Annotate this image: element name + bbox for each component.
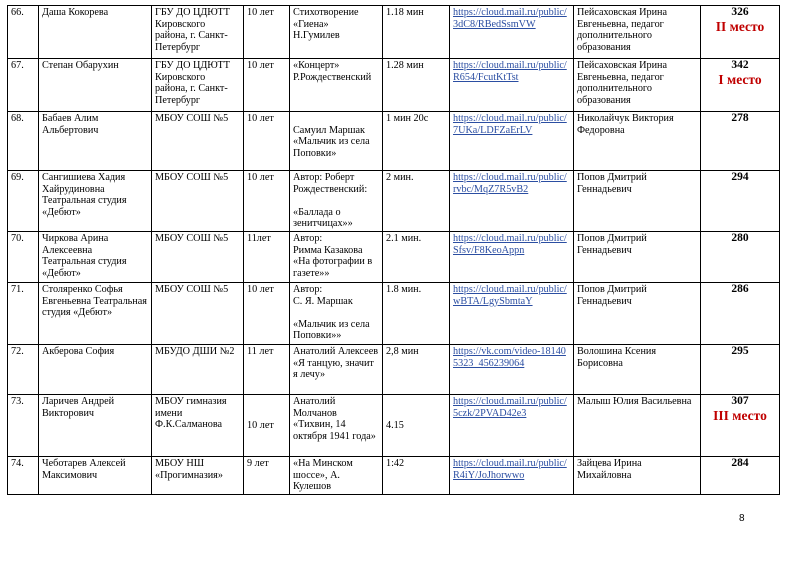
participant-name: Даша Кокорева [39,6,152,59]
teacher: Зайцева Ирина Михайловна [574,456,701,494]
work-title: Автор: С. Я. Маршак «Мальчик из села Поповки»» [290,282,383,344]
score: 294 [731,171,749,183]
age: 10 лет [244,282,290,344]
duration: 4.15 [383,394,450,456]
age: 10 лет [244,6,290,59]
work-title: Автор: Роберт Рождественский: «Баллада о зенитчицах»» [290,171,383,232]
teacher: Волошина Ксения Борисовна [574,344,701,394]
table-row [8,282,780,344]
table-row [8,231,780,282]
duration: 1:42 [383,456,450,494]
row-number: 71. [8,282,39,344]
duration: 1.8 мин. [383,282,450,344]
video-link[interactable]: https://cloud.mail.ru/public/Sfsv/F8KeoAppn [453,232,567,256]
participant-name: Чиркова Арина Алексеевна Театральная студия «Дебют» [39,231,152,282]
video-link[interactable]: https://cloud.mail.ru/public/rvbc/MqZ7R5vB2 [453,172,567,195]
participant-name: Ларичев Андрей Викторович [39,394,152,456]
row-number: 70. [8,231,39,282]
video-link[interactable]: https://cloud.mail.ru/public/5czk/2PVAD42e3 [453,395,567,419]
results-table [7,5,780,495]
teacher: Малыш Юлия Васильевна [574,394,701,456]
row-number: 72. [8,344,39,394]
age: 10 лет [244,112,290,171]
work-title: Самуил Маршак «Мальчик из села Поповки» [290,112,383,171]
duration: 2.1 мин. [383,231,450,282]
participant-name: Акберова София [39,344,152,394]
school: МБУДО ДШИ №2 [152,344,244,394]
table-row [8,456,780,494]
row-number: 69. [8,171,39,232]
score: 286 [731,282,749,295]
table-row [8,6,780,59]
work-title: Стихотворение «Гиена» Н.Гумилев [290,6,383,59]
work-title: Автор: Римма Казакова «На фотографии в газете»» [290,231,383,282]
school: МБОУ СОШ №5 [152,282,244,344]
age: 10 лет [244,394,290,456]
participant-name: Столяренко Софья Евгеньевна Театральная студия «Дебют» [39,282,152,344]
video-link[interactable]: https://cloud.mail.ru/public/R4iY/JoJhorwwo [453,457,567,481]
work-title: Анатолий Алексеев «Я танцую, значит я лечу» [290,344,383,394]
table-row [8,59,780,112]
place-award: II место [715,18,765,34]
age: 11лет [244,231,290,282]
duration: 2,8 мин [383,344,450,394]
table-row [8,171,780,232]
table-row [8,112,780,171]
teacher: Попов Дмитрий Геннадьевич [574,282,701,344]
work-title: «Концерт» Р.Рождественский [290,59,383,112]
row-number: 74. [8,456,39,494]
score: 326 [731,6,749,18]
teacher: Николайчук Виктория Федоровна [574,112,701,171]
score: 307 [731,394,749,407]
row-number: 66. [8,6,39,59]
school: МБОУ НШ «Прогимназия» [152,456,244,494]
school: ГБУ ДО ЦДЮТТ Кировского района, г. Санкт-Петербург [152,6,244,59]
teacher: Пейсаховская Ирина Евгеньевна, педагог дополнительного образования [574,59,701,112]
video-link[interactable]: https://vk.com/video-181405323_456239064 [453,345,566,369]
teacher: Пейсаховская Ирина Евгеньевна, педагог дополнительного образования [574,6,701,59]
score: 280 [731,231,749,244]
duration: 2 мин. [383,171,450,232]
video-link[interactable]: https://cloud.mail.ru/public/7UKa/LDFZaErLV [453,113,567,136]
age: 9 лет [244,456,290,494]
score: 295 [731,344,749,357]
participant-name: Бабаев Алим Альбертович [39,112,152,171]
participant-name: Степан Обарухин [39,59,152,112]
score: 278 [731,112,749,124]
table-row [8,344,780,394]
work-title: Анатолий Молчанов «Тихвин, 14 октября 1941 года» [290,394,383,456]
work-title: «На Минском шоссе», А. Кулешов [290,456,383,494]
score: 342 [731,59,749,71]
school: МБОУ СОШ №5 [152,231,244,282]
school: МБОУ гимназия имени Ф.К.Салманова [152,394,244,456]
teacher: Попов Дмитрий Геннадьевич [574,231,701,282]
participant-name: Чеботарев Алексей Максимович [39,456,152,494]
score: 284 [731,456,749,469]
duration: 1 мин 20с [383,112,450,171]
age: 10 лет [244,59,290,112]
page-number: 8 [739,513,745,524]
table-row [8,394,780,456]
place-award: III место [713,407,767,423]
video-link[interactable]: https://cloud.mail.ru/public/R654/FcutKtTst [453,60,567,83]
place-award: I место [718,71,762,87]
video-link[interactable]: https://cloud.mail.ru/public/wBTA/LgySbmtaY [453,283,567,307]
participant-name: Сангишиева Хадия Хайрудиновна Театральная студия «Дебют» [39,171,152,232]
school: МБОУ СОШ №5 [152,112,244,171]
duration: 1.28 мин [383,59,450,112]
age: 11 лет [244,344,290,394]
school: МБОУ СОШ №5 [152,171,244,232]
row-number: 68. [8,112,39,171]
age: 10 лет [244,171,290,232]
duration: 1.18 мин [383,6,450,59]
row-number: 67. [8,59,39,112]
row-number: 73. [8,394,39,456]
video-link[interactable]: https://cloud.mail.ru/public/3dC8/RBedSsmVW [453,7,567,30]
school: ГБУ ДО ЦДЮТТ Кировского района, г. Санкт-Петербург [152,59,244,112]
teacher: Попов Дмитрий Геннадьевич [574,171,701,232]
